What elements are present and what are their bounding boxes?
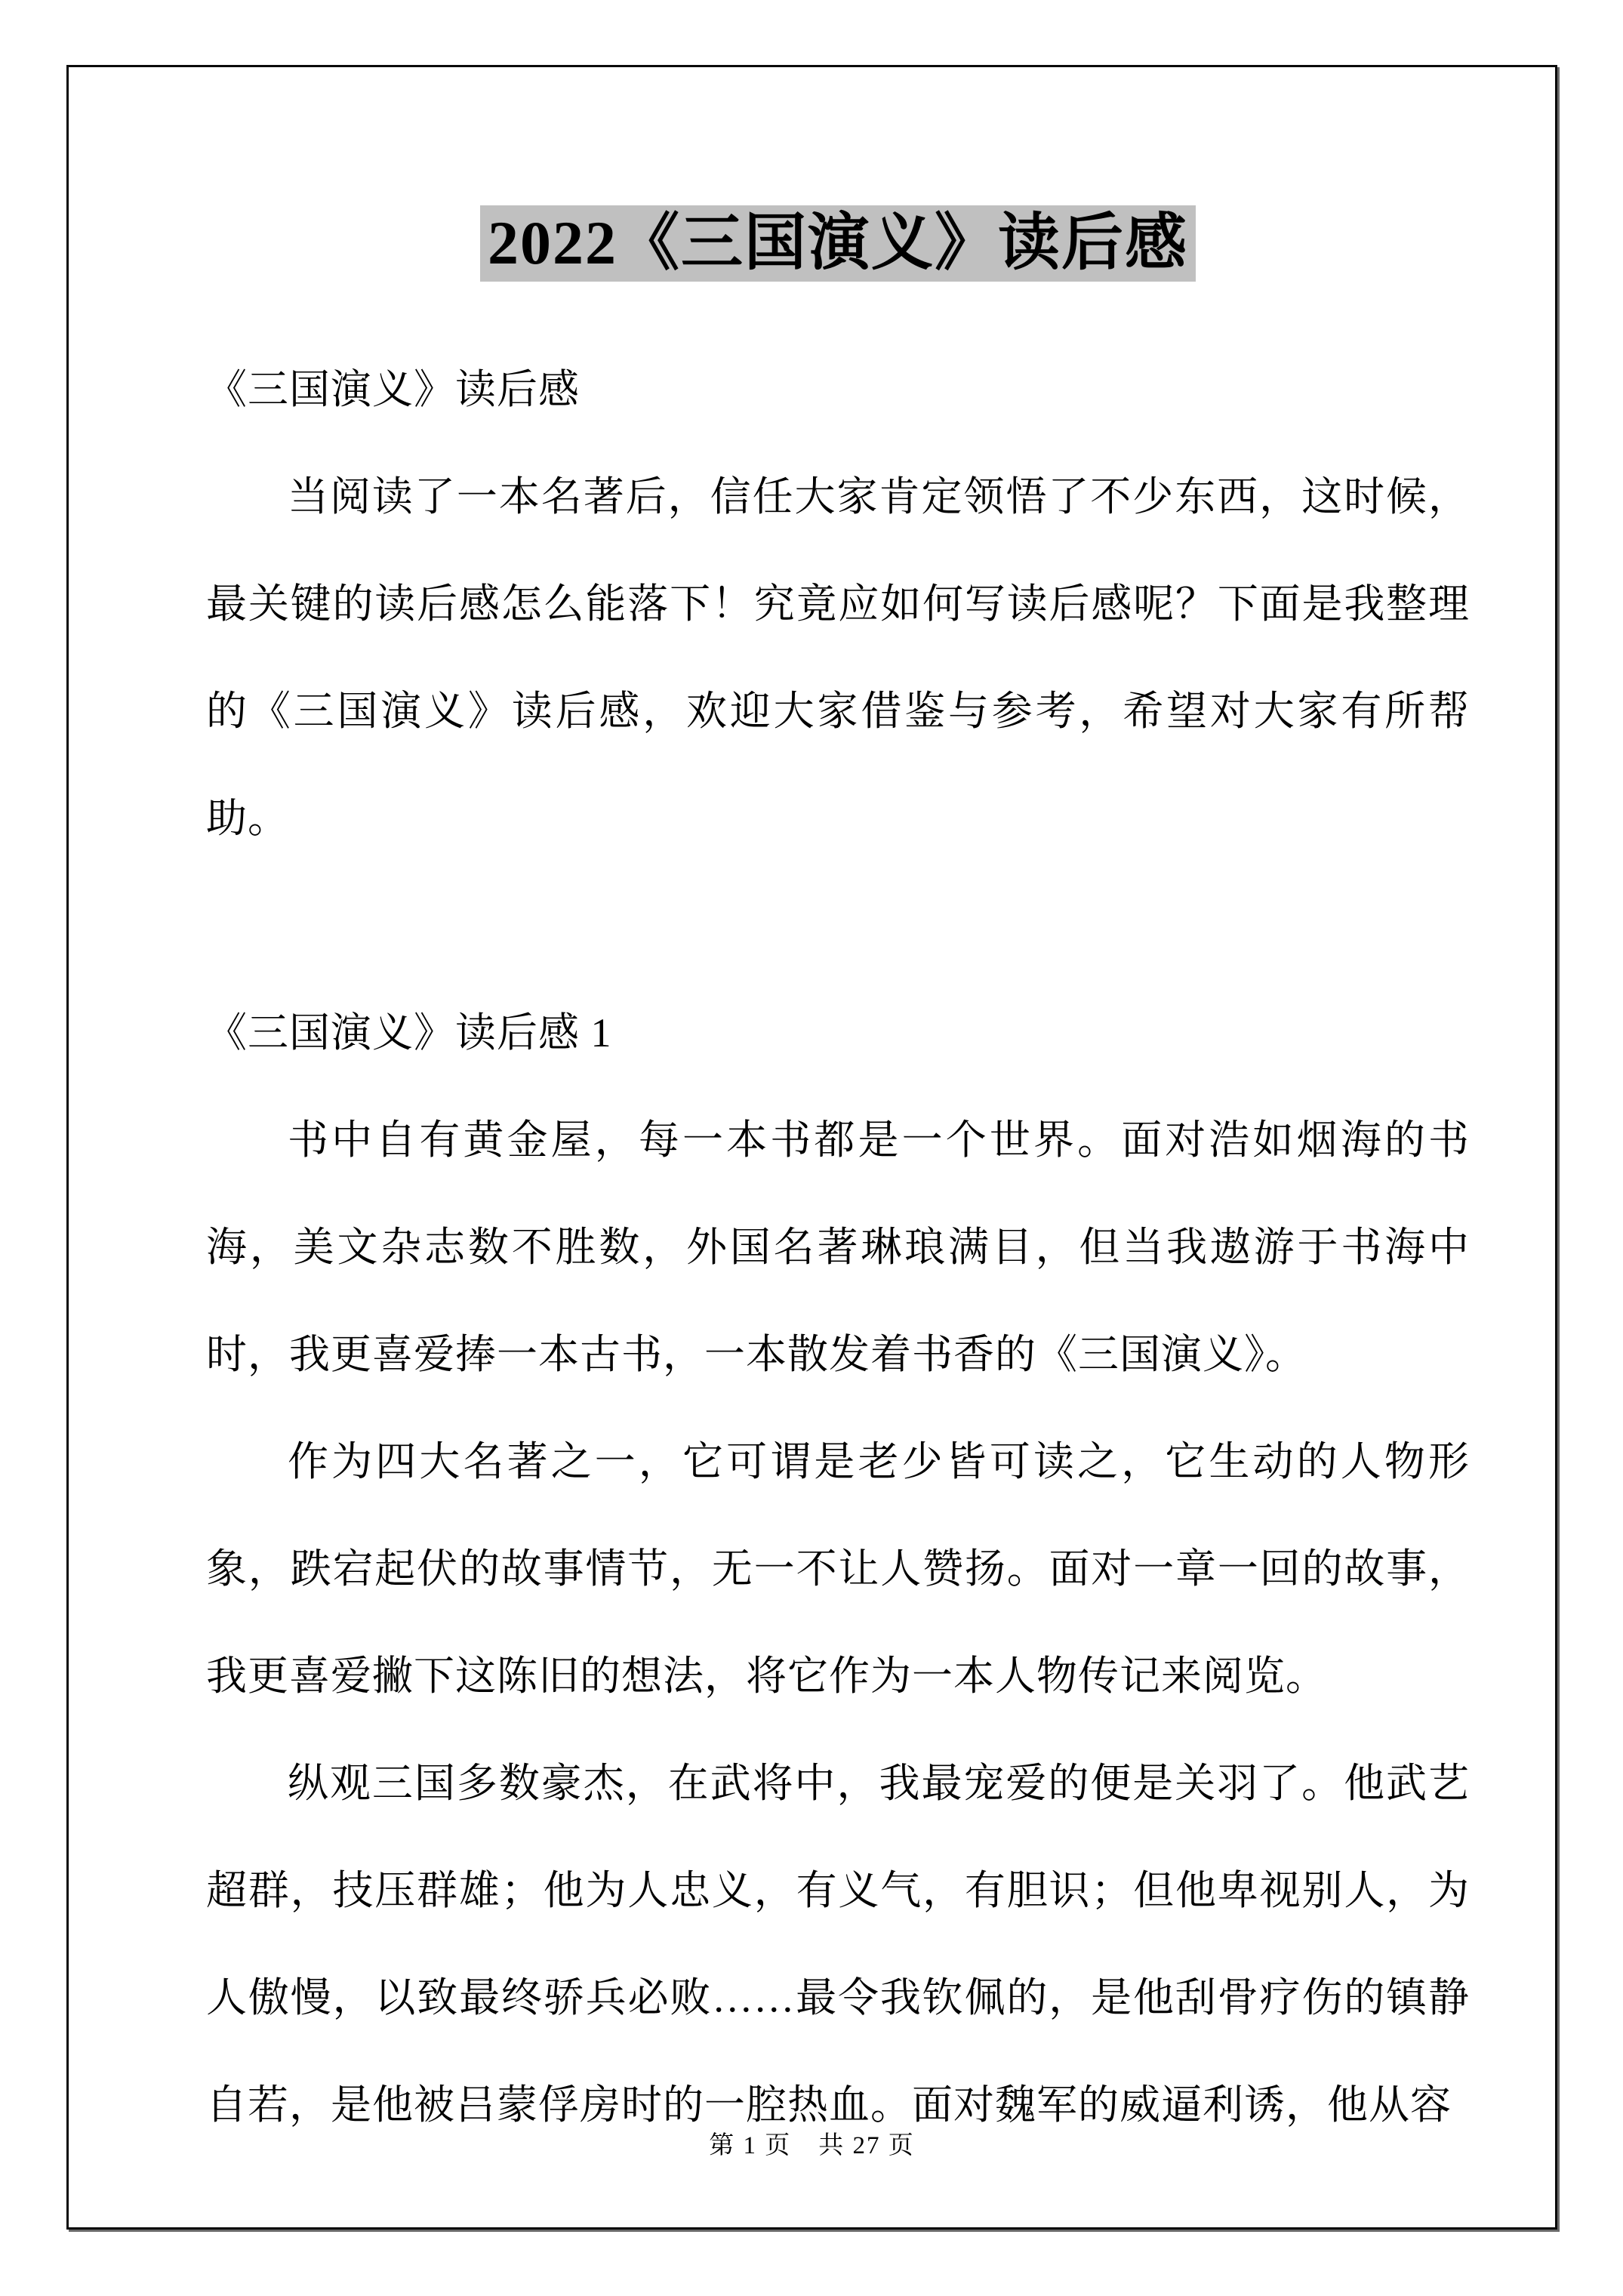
- blank-line: [206, 872, 1470, 979]
- paragraph: 当阅读了一本名著后，信任大家肯定领悟了不少东西，这时候，最关键的读后感怎么能落下！究竟应如何写读后感呢？下面是我整理的《三国演义》读后感，欢迎大家借鉴与参考，希望对大家有所帮助。: [206, 474, 1470, 842]
- document-body: [206, 336, 1470, 2159]
- paragraph: 书中自有黄金屋，每一本书都是一个世界。面对浩如烟海的书海，美文杂志数不胜数，外国名著琳琅满目，但当我遨游于书海中时，我更喜爱捧一本古书，一本散发着书香的《三国演义》。: [206, 1117, 1470, 1378]
- page-content: [206, 206, 1470, 2159]
- page-footer: [69, 2131, 1555, 2161]
- paragraph: 纵观三国多数豪杰，在武将中，我最宠爱的便是关羽了。他武艺超群，技压群雄；他为人忠义，有义气，有胆识；但他卑视别人，为人傲慢，以致最终骄兵必败……最令我钦佩的，是他刮骨疗伤的镇静自若，是他被吕蒙俘房时的一腔热血。面对魏军的威逼利诱，他从容: [206, 1761, 1470, 2128]
- title-highlight: 2022《三国演义》读后感: [480, 205, 1196, 282]
- footer-page-total: 共 27 页: [818, 2132, 915, 2159]
- paragraph: 《三国演义》读后感: [206, 367, 580, 413]
- paragraph: 《三国演义》读后感 1: [206, 1010, 612, 1056]
- document-title: [206, 206, 1470, 280]
- paragraph: 作为四大名著之一，它可谓是老少皆可读之，它生动的人物形象，跌宕起伏的故事情节，无一不让人赞扬。面对一章一回的故事，我更喜爱撇下这陈旧的想法，将它作为一本人物传记来阅览。: [206, 1439, 1470, 1700]
- footer-page-number: 第 1 页: [709, 2132, 792, 2159]
- page: [66, 65, 1557, 2230]
